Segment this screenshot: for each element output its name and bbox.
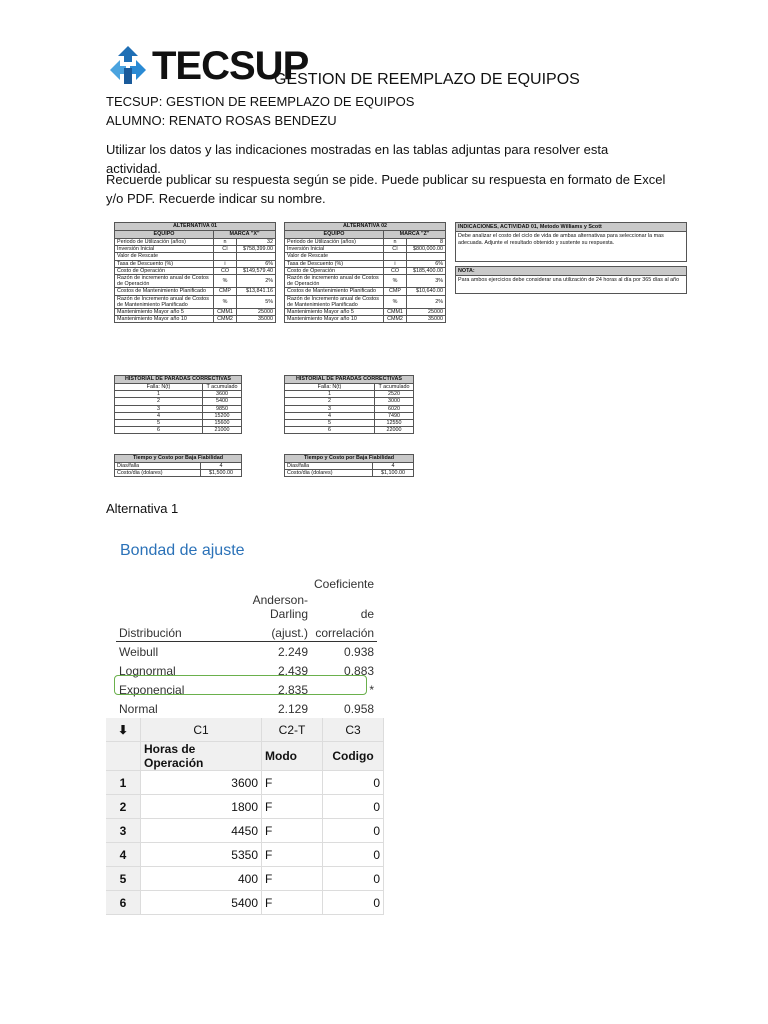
publish-paragraph: Recuerde publicar su respuesta según se pide. Puede publicar su respuesta en formato de Excel y/o PDF. Recuerde indicar su nombre. — [106, 172, 666, 206]
t-acumulado: 15200 — [203, 412, 242, 419]
cell-horas[interactable]: 3600 — [141, 771, 262, 795]
falla-number: 2 — [115, 398, 203, 405]
param-value: 35000 — [407, 316, 446, 323]
param-value: $758,399.00 — [237, 246, 276, 253]
param-value: $149,579.40 — [237, 267, 276, 274]
instructions-paragraph: Utilizar los datos y las indicaciones mostradas en las tablas adjuntas para resolver esta actividad. — [106, 142, 609, 176]
table-row — [285, 420, 414, 427]
t-acumulado: 21000 — [203, 427, 242, 434]
param-label: Costos de Mantenimiento Planificado — [285, 288, 384, 295]
distribution-name: Normal — [119, 701, 158, 716]
param-value: $800,000.00 — [407, 246, 446, 253]
table-title: ALTERNATIVA 02 — [285, 223, 446, 231]
correlation-value: * — [369, 682, 375, 697]
param-label: Tasa de Descuento (%) — [115, 260, 214, 267]
corner-cell — [106, 742, 141, 771]
falla-number: 1 — [285, 391, 375, 398]
historial-table-1 — [114, 375, 242, 434]
recycle-icon — [106, 44, 150, 86]
table-row — [115, 288, 276, 295]
head-cc-1: Coeficiente — [314, 577, 375, 591]
param-symbol: % — [384, 275, 407, 288]
table-row — [115, 398, 242, 405]
param-symbol: CI — [214, 246, 237, 253]
table-row — [115, 470, 242, 477]
param-value: 2% — [237, 275, 276, 288]
cell-codigo[interactable]: 0 — [323, 771, 384, 795]
param-label: Razón de incremento anual de Costos de Operación — [285, 275, 384, 288]
table-row — [285, 275, 446, 288]
param-symbol: CMP — [214, 288, 237, 295]
table-row — [285, 239, 446, 246]
col-name-c2[interactable]: Modo — [262, 742, 323, 771]
table-row — [115, 239, 276, 246]
cell-codigo[interactable]: 0 — [323, 843, 384, 867]
distribution-name: Exponencial — [119, 682, 185, 697]
table-row — [115, 412, 242, 419]
tecsup-logo — [106, 44, 309, 88]
table-row — [285, 309, 446, 316]
param-label: Razón de Incremento anual de Costos de Mantenimiento Planificado — [285, 295, 384, 308]
falla-number: 1 — [115, 391, 203, 398]
table-row — [115, 275, 276, 288]
falla-number: 5 — [285, 420, 375, 427]
param-symbol: CMM2 — [384, 316, 407, 323]
param-label: Valor de Rescate — [285, 253, 384, 260]
param-value: 3% — [407, 275, 446, 288]
cell-horas[interactable]: 5400 — [141, 891, 262, 915]
param-symbol: CMM2 — [214, 316, 237, 323]
correlation-value: 0.938 — [344, 644, 375, 659]
param-value: $185,400.00 — [407, 267, 446, 274]
table-row — [285, 412, 414, 419]
row-number[interactable]: 1 — [106, 771, 141, 795]
row-number[interactable]: 5 — [106, 867, 141, 891]
col-t-acumulado: T acumulado — [203, 384, 242, 391]
cell-modo[interactable]: F — [262, 867, 323, 891]
param-label: Mantenimiento Mayor año 10 — [285, 316, 384, 323]
table-row — [285, 288, 446, 295]
table-row — [115, 253, 276, 260]
cost-label: Costo/dia (dolares) — [285, 470, 373, 477]
goodness-of-fit-title: Bondad de ajuste — [120, 542, 245, 559]
costo-fiabilidad-table-2 — [284, 454, 414, 477]
param-symbol — [214, 253, 237, 260]
table-row — [285, 246, 446, 253]
param-value — [407, 253, 446, 260]
cell-codigo[interactable]: 0 — [323, 891, 384, 915]
distribution-name: Weibull — [119, 644, 159, 659]
col-equipo: EQUIPO — [285, 231, 384, 239]
col-header-c1[interactable]: C1 — [141, 718, 262, 742]
param-symbol: % — [384, 295, 407, 308]
row-number[interactable]: 2 — [106, 795, 141, 819]
worksheet-row — [106, 867, 384, 891]
distribution-name: Lognormal — [119, 663, 176, 678]
param-symbol: i — [214, 260, 237, 267]
alternativa-02-table — [284, 222, 446, 323]
correlation-value: 0.958 — [344, 701, 375, 716]
falla-number: 3 — [115, 405, 203, 412]
student-line: ALUMNO: RENATO ROSAS BENDEZU — [106, 113, 337, 128]
row-number[interactable]: 4 — [106, 843, 141, 867]
table-row — [115, 246, 276, 253]
param-value: $13,841.16 — [237, 288, 276, 295]
table-row — [285, 295, 446, 308]
falla-number: 4 — [285, 412, 375, 419]
table-row — [285, 463, 414, 470]
param-symbol: CMM1 — [384, 309, 407, 316]
param-label: Razón de incremento anual de Costos de Operación — [115, 275, 214, 288]
anderson-darling-value: 2.835 — [277, 682, 308, 697]
table-row — [285, 427, 414, 434]
table-title: Tiempo y Costo por Baja Fiabilidad — [115, 455, 242, 463]
cost-label: Dias/falla — [115, 463, 201, 470]
nota-body: Para ambos ejercicios debe considerar una utilización de 24 horas al día por 365 días al año — [458, 277, 680, 284]
param-symbol: i — [384, 260, 407, 267]
cost-value: $1,100.00 — [373, 470, 414, 477]
nota-box — [455, 266, 687, 294]
param-label: Costos de Mantenimiento Planificado — [115, 288, 214, 295]
param-symbol: n — [214, 239, 237, 246]
worksheet-row — [106, 891, 384, 915]
t-acumulado: 9850 — [203, 405, 242, 412]
table-row — [285, 470, 414, 477]
col-t-acumulado: T acumulado — [375, 384, 414, 391]
normal-highlight-box — [114, 675, 367, 695]
t-acumulado: 15600 — [203, 420, 242, 427]
param-value: 25000 — [407, 309, 446, 316]
t-acumulado: 22000 — [375, 427, 414, 434]
row-number[interactable]: 3 — [106, 819, 141, 843]
param-symbol — [384, 253, 407, 260]
param-label: Mantenimiento Mayor año 5 — [115, 309, 214, 316]
costo-fiabilidad-table-1 — [114, 454, 242, 477]
col-falla: Falla: N(t) — [115, 384, 203, 391]
document-title: GESTION DE REEMPLAZO DE EQUIPOS — [274, 71, 580, 88]
table-row — [115, 463, 242, 470]
t-acumulado: 5400 — [203, 398, 242, 405]
alternativa-label: Alternativa 1 — [106, 501, 179, 516]
head-ad-2: (ajust.) — [217, 622, 311, 642]
param-value: $10,640.00 — [407, 288, 446, 295]
worksheet-row — [106, 771, 384, 795]
table-row — [115, 391, 242, 398]
worksheet-row — [106, 795, 384, 819]
param-symbol: % — [214, 275, 237, 288]
param-label: Periodo de Utilización (años) — [285, 239, 384, 246]
cell-codigo[interactable]: 0 — [323, 795, 384, 819]
table-row — [115, 427, 242, 434]
distribution-row — [116, 642, 377, 662]
param-symbol: CMP — [384, 288, 407, 295]
col-falla: Falla: N(t) — [285, 384, 375, 391]
worksheet-row — [106, 843, 384, 867]
table-row — [285, 391, 414, 398]
param-value: 6% — [237, 260, 276, 267]
param-label: Inversión Inicial — [285, 246, 384, 253]
param-value: 25000 — [237, 309, 276, 316]
logo-text: TECSUP — [152, 44, 309, 88]
cost-value: 4 — [201, 463, 242, 470]
cell-modo[interactable]: F — [262, 891, 323, 915]
cell-horas[interactable]: 400 — [141, 867, 262, 891]
falla-number: 6 — [285, 427, 375, 434]
sort-arrow-icon[interactable]: ⬇ — [106, 718, 141, 742]
correlation-value: 0.883 — [344, 663, 375, 678]
param-symbol: CO — [214, 267, 237, 274]
nota-title: NOTA: — [456, 267, 686, 276]
t-acumulado: 2520 — [375, 391, 414, 398]
cell-codigo[interactable]: 0 — [323, 819, 384, 843]
table-title: HISTORIAL DE PARADAS CORRECTIVAS — [115, 376, 242, 384]
cell-codigo[interactable]: 0 — [323, 867, 384, 891]
cost-label: Dias/falla — [285, 463, 373, 470]
param-label: Razón de Incremento anual de Costos de Mantenimiento Planificado — [115, 295, 214, 308]
table-row — [115, 260, 276, 267]
cost-value: $1,500.00 — [201, 470, 242, 477]
param-symbol: CO — [384, 267, 407, 274]
head-distribucion: Distribución — [116, 622, 217, 642]
falla-number: 6 — [115, 427, 203, 434]
param-symbol: n — [384, 239, 407, 246]
param-symbol: CI — [384, 246, 407, 253]
anderson-darling-value: 2.439 — [277, 663, 308, 678]
param-label: Tasa de Descuento (%) — [285, 260, 384, 267]
alternativa-01-table — [114, 222, 276, 323]
falla-number: 3 — [285, 405, 375, 412]
table-row — [285, 267, 446, 274]
cell-modo[interactable]: F — [262, 795, 323, 819]
param-value: 8 — [407, 239, 446, 246]
param-value: 5% — [237, 295, 276, 308]
table-title: ALTERNATIVA 01 — [115, 223, 276, 231]
cell-modo[interactable]: F — [262, 843, 323, 867]
table-row — [285, 260, 446, 267]
cell-horas[interactable]: 1800 — [141, 795, 262, 819]
cell-modo[interactable]: F — [262, 819, 323, 843]
head-ad-1: Anderson-Darling — [252, 593, 308, 621]
worksheet-table — [106, 718, 384, 915]
param-label: Inversión Inicial — [115, 246, 214, 253]
head-cc-2: de — [360, 607, 375, 621]
course-line: TECSUP: GESTION DE REEMPLAZO DE EQUIPOS — [106, 94, 415, 109]
param-value: 6% — [407, 260, 446, 267]
table-title: Tiempo y Costo por Baja Fiabilidad — [285, 455, 414, 463]
cost-value: 4 — [373, 463, 414, 470]
goodness-of-fit-table — [116, 573, 377, 718]
anderson-darling-value: 2.249 — [277, 644, 308, 659]
indicaciones-title: INDICACIONES, ACTIVIDAD 01, Metodo Williams y Scott — [456, 223, 686, 232]
table-row — [115, 295, 276, 308]
col-equipo: EQUIPO — [115, 231, 214, 239]
cell-horas[interactable]: 4450 — [141, 819, 262, 843]
col-header-c2[interactable]: C2-T — [262, 718, 323, 742]
param-label: Costo de Operación — [115, 267, 214, 274]
row-number[interactable]: 6 — [106, 891, 141, 915]
param-label: Periodo de Utilización (años) — [115, 239, 214, 246]
t-acumulado: 6020 — [375, 405, 414, 412]
col-marca: MARCA "Z" — [384, 231, 446, 239]
table-row — [115, 316, 276, 323]
t-acumulado: 3000 — [375, 398, 414, 405]
falla-number: 4 — [115, 412, 203, 419]
table-row — [285, 316, 446, 323]
table-title: HISTORIAL DE PARADAS CORRECTIVAS — [285, 376, 414, 384]
col-name-c1[interactable]: Horas de Operación — [141, 742, 262, 771]
indicaciones-box — [455, 222, 687, 262]
t-acumulado: 7490 — [375, 412, 414, 419]
param-label: Mantenimiento Mayor año 5 — [285, 309, 384, 316]
falla-number: 5 — [115, 420, 203, 427]
cell-horas[interactable]: 5350 — [141, 843, 262, 867]
indicaciones-body: Debe analizar el costo del ciclo de vida de ambas alternativas para seleccionar la mas adecuada. Adjunte el resultado obtenido y sustente su respuesta. — [458, 233, 664, 246]
param-symbol: CMM1 — [214, 309, 237, 316]
historial-table-2 — [284, 375, 414, 434]
param-label: Mantenimiento Mayor año 10 — [115, 316, 214, 323]
distribution-row — [116, 699, 377, 718]
table-row — [115, 420, 242, 427]
falla-number: 2 — [285, 398, 375, 405]
table-row — [285, 398, 414, 405]
param-value: 2% — [407, 295, 446, 308]
head-cc-3: correlación — [311, 622, 377, 642]
cell-modo[interactable]: F — [262, 771, 323, 795]
anderson-darling-value: 2.129 — [277, 701, 308, 716]
param-value — [237, 253, 276, 260]
table-row — [115, 309, 276, 316]
param-value: 32 — [237, 239, 276, 246]
t-acumulado: 12550 — [375, 420, 414, 427]
cost-label: Costo/dia (dolares) — [115, 470, 201, 477]
worksheet-row — [106, 819, 384, 843]
col-name-c3[interactable]: Codigo — [323, 742, 384, 771]
table-row — [115, 267, 276, 274]
table-row — [285, 253, 446, 260]
table-row — [115, 405, 242, 412]
table-row — [285, 405, 414, 412]
param-label: Costo de Operación — [285, 267, 384, 274]
param-symbol: % — [214, 295, 237, 308]
param-label: Valor de Rescate — [115, 253, 214, 260]
param-value: 35000 — [237, 316, 276, 323]
t-acumulado: 3600 — [203, 391, 242, 398]
col-marca: MARCA "X" — [214, 231, 276, 239]
col-header-c3[interactable]: C3 — [323, 718, 384, 742]
